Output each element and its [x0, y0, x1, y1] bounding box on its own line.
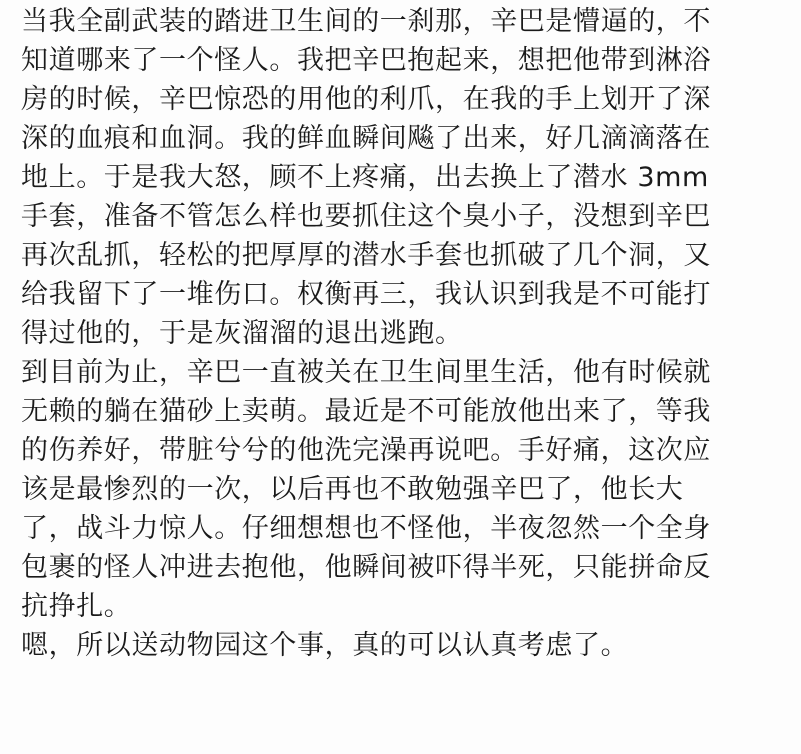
text-line: 该是最惨烈的一次，以后再也不敢勉强辛巴了，他长大	[21, 474, 684, 505]
text-line: 得过他的，于是灰溜溜的退出逃跑。	[21, 318, 463, 349]
text-line: 到目前为止，辛巴一直被关在卫生间里生活，他有时候就	[21, 357, 711, 388]
text-line: 抗挣扎。	[21, 591, 132, 622]
text-line: 当我全副武装的踏进卫生间的一刹那，辛巴是懵逼的，不	[21, 6, 711, 37]
text-line: 给我留下了一堆伤口。权衡再三，我认识到我是不可能打	[21, 279, 711, 310]
text-line: 包裹的怪人冲进去抱他，他瞬间被吓得半死，只能拼命反	[21, 552, 711, 583]
text-line: 无赖的躺在猫砂上卖萌。最近是不可能放他出来了，等我	[21, 396, 711, 427]
text-line: 深的血痕和血洞。我的鲜血瞬间飚了出来，好几滴滴落在	[21, 123, 711, 154]
text-line: 知道哪来了一个怪人。我把辛巴抱起来，想把他带到淋浴	[21, 45, 711, 76]
text-line: 地上。于是我大怒，顾不上疼痛，出去换上了潜水 3mm	[21, 162, 709, 193]
body-text	[21, 2, 787, 665]
text-line: 了，战斗力惊人。仔细想想也不怪他，半夜忽然一个全身	[21, 513, 711, 544]
text-line: 再次乱抓，轻松的把厚厚的潜水手套也抓破了几个洞，又	[21, 240, 711, 271]
text-line: 手套，准备不管怎么样也要抓住这个臭小子，没想到辛巴	[21, 201, 711, 232]
text-line: 嗯，所以送动物园这个事，真的可以认真考虑了。	[21, 630, 629, 661]
text-line: 的伤养好，带脏兮兮的他洗完澡再说吧。手好痛，这次应	[21, 435, 711, 466]
text-line: 房的时候，辛巴惊恐的用他的利爪，在我的手上划开了深	[21, 84, 711, 115]
